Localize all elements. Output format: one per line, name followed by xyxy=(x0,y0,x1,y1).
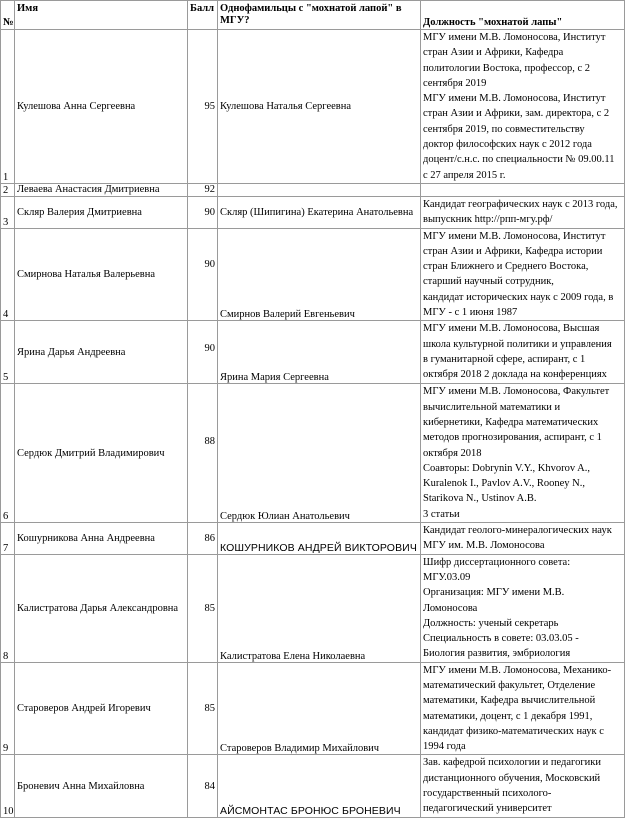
row-score: 85 xyxy=(188,662,218,755)
row-namesake: Скляр (Шипигина) Екатерина Анатольевна xyxy=(218,196,421,228)
position-line: стран Азии и Африки, зам. директора, с 2 xyxy=(423,108,610,120)
row-position xyxy=(421,30,625,184)
table-row xyxy=(1,523,625,555)
position-line: методов прогнозирования, аспирант, с 1 xyxy=(423,432,602,444)
position-line: математики, Кафедра вычислительной xyxy=(423,695,596,707)
row-position xyxy=(421,755,625,817)
position-line: государственный психолого- xyxy=(423,788,552,800)
row-namesake: Калистратова Елена Николаевна xyxy=(218,554,421,662)
position-line: кандидат исторических наук с 2009 года, в xyxy=(423,291,614,303)
row-position xyxy=(421,321,625,384)
position-line: МГУ имени М.В. Ломоносова, Институт xyxy=(423,93,606,105)
row-num: 3 xyxy=(1,196,15,228)
table-row xyxy=(1,755,625,817)
header-num: № xyxy=(1,1,15,30)
header-namesake-line1: Однофамильцы с "мохнатой лапой" в xyxy=(220,3,402,14)
position-line: кибернетики, Кафедра математических xyxy=(423,416,599,428)
position-line: стран Азии и Африки, Кафедра истории xyxy=(423,245,603,257)
row-num: 2 xyxy=(1,183,15,196)
row-namesake: Кулешова Наталья Сергеевна xyxy=(218,30,421,184)
position-line: с 27 апреля 2015 г. xyxy=(423,169,506,181)
row-num: 9 xyxy=(1,662,15,755)
position-line: сентября 2019 xyxy=(423,77,487,89)
position-line: сентября 2019, по совместительству xyxy=(423,123,585,135)
position-line: 3 статьи xyxy=(423,508,460,520)
row-namesake: Сердюк Юлиан Анатольевич xyxy=(218,384,421,523)
position-line: МГУ.03.09 xyxy=(423,571,471,583)
table-row xyxy=(1,30,625,184)
row-score: 95 xyxy=(188,30,218,184)
table-row xyxy=(1,321,625,384)
header-namesake xyxy=(218,1,421,30)
table-row xyxy=(1,384,625,523)
row-score: 90 xyxy=(188,228,218,321)
row-namesake: АЙСМОНТАС БРОНЮС БРОНЕВИЧ xyxy=(218,755,421,817)
position-line: МГУ им. М.В. Ломоносова xyxy=(423,540,545,552)
position-line: математики, доцент, с 1 декабря 1991, xyxy=(423,710,593,722)
position-line: стран Азии и Африки, Кафедра xyxy=(423,47,564,59)
row-score: 86 xyxy=(188,523,218,555)
row-position xyxy=(421,183,625,196)
table-row xyxy=(1,183,625,196)
row-namesake: Ярина Мария Сергеевна xyxy=(218,321,421,384)
row-position xyxy=(421,523,625,555)
row-score: 84 xyxy=(188,755,218,817)
row-name: Смирнова Наталья Валерьевна xyxy=(15,228,188,321)
row-name: Кошурникова Анна Андреевна xyxy=(15,523,188,555)
position-line: МГУ имени М.В. Ломоносова, Высшая xyxy=(423,323,600,335)
position-line: стран Ближнего и Среднего Востока, xyxy=(423,261,589,273)
row-namesake: КОШУРНИКОВ АНДРЕЙ ВИКТОРОВИЧ xyxy=(218,523,421,555)
position-line: Биология развития, эмбриология xyxy=(423,648,571,660)
row-score: 85 xyxy=(188,554,218,662)
position-line: школа культурной политики и управления xyxy=(423,338,612,350)
row-name: Броневич Анна Михайловна xyxy=(15,755,188,817)
row-namesake xyxy=(218,183,421,196)
row-score: 90 xyxy=(188,196,218,228)
position-line: Организация: МГУ имени М.В. xyxy=(423,587,565,599)
row-position xyxy=(421,554,625,662)
row-name: Ярина Дарья Андреевна xyxy=(15,321,188,384)
row-score: 88 xyxy=(188,384,218,523)
position-line: МГУ имени М.В. Ломоносова, Институт xyxy=(423,230,606,242)
position-line: октября 2018 2 доклада на конференциях xyxy=(423,369,607,381)
position-line: доцент/с.н.с. по специальности № 09.00.11 xyxy=(423,154,615,166)
position-line: Должность: ученый секретарь xyxy=(423,617,559,629)
row-name: Сердюк Дмитрий Владимирович xyxy=(15,384,188,523)
row-score: 92 xyxy=(188,183,218,196)
row-num: 1 xyxy=(1,30,15,184)
header-namesake-line2: МГУ? xyxy=(220,15,250,26)
position-line: педагогический университет xyxy=(423,803,552,815)
row-position xyxy=(421,662,625,755)
row-num: 6 xyxy=(1,384,15,523)
table-row xyxy=(1,196,625,228)
position-line: МГУ имени М.В. Ломоносова, Факультет xyxy=(423,386,610,398)
position-line: 1994 года xyxy=(423,741,466,753)
row-num: 10 xyxy=(1,755,15,817)
row-num: 5 xyxy=(1,321,15,384)
position-line: выпускник http://рпп-мгу.рф/ xyxy=(423,214,553,226)
row-namesake: Староверов Владимир Михайлович xyxy=(218,662,421,755)
row-position xyxy=(421,228,625,321)
header-name: Имя xyxy=(15,1,188,30)
table-row xyxy=(1,554,625,662)
table-row xyxy=(1,228,625,321)
table-row xyxy=(1,662,625,755)
header-score: Балл xyxy=(188,1,218,30)
position-line: дистанционного обучения, Московский xyxy=(423,772,601,784)
row-num: 7 xyxy=(1,523,15,555)
position-line: МГУ - с 1 июня 1987 xyxy=(423,307,518,319)
position-line: Зав. кафедрой психологии и педагогики xyxy=(423,757,601,769)
position-line: Кандидат геолого-минералогических наук xyxy=(423,525,612,537)
position-line: МГУ имени М.В. Ломоносова, Институт xyxy=(423,32,606,43)
row-name: Леваева Анастасия Дмитриевна xyxy=(15,183,188,196)
position-line: политологии Востока, профессор, с 2 xyxy=(423,62,590,74)
row-num: 4 xyxy=(1,228,15,321)
header-row xyxy=(1,1,625,30)
row-name: Калистратова Дарья Александровна xyxy=(15,554,188,662)
position-line: Специальность в совете: 03.03.05 - xyxy=(423,633,579,645)
row-namesake: Смирнов Валерий Евгеньевич xyxy=(218,228,421,321)
row-name: Скляр Валерия Дмитриевна xyxy=(15,196,188,228)
position-line: Ломоносова xyxy=(423,602,478,614)
row-num: 8 xyxy=(1,554,15,662)
position-line: Шифр диссертационного совета: xyxy=(423,556,571,568)
position-line: октября 2018 xyxy=(423,447,482,459)
row-name: Кулешова Анна Сергеевна xyxy=(15,30,188,184)
row-score: 90 xyxy=(188,321,218,384)
position-line: старший научный сотрудник, xyxy=(423,276,554,288)
position-line: Соавторы: Dobrynin V.Y., Khvorov A., xyxy=(423,462,591,474)
position-line: вычислительной математики и xyxy=(423,401,561,413)
position-line: математический факультет, Отделение xyxy=(423,679,596,691)
position-line: кандидат физико-математических наук с xyxy=(423,725,604,737)
row-position xyxy=(421,196,625,228)
position-line: доктор философских наук с 2012 года xyxy=(423,139,592,151)
position-line: Starikova N., Ustinov A.B. xyxy=(423,493,537,505)
row-position xyxy=(421,384,625,523)
row-name: Староверов Андрей Игоревич xyxy=(15,662,188,755)
header-position: Должность "мохнатой лапы" xyxy=(421,1,625,30)
position-line: Kuralenok I., Pavlov A.V., Rooney N., xyxy=(423,478,585,490)
position-line: в гуманитарной сфере, аспирант, с 1 xyxy=(423,353,586,365)
position-line: МГУ имени М.В. Ломоносова, Механико- xyxy=(423,664,612,676)
position-line: Кандидат географических наук с 2013 года, xyxy=(423,198,618,210)
